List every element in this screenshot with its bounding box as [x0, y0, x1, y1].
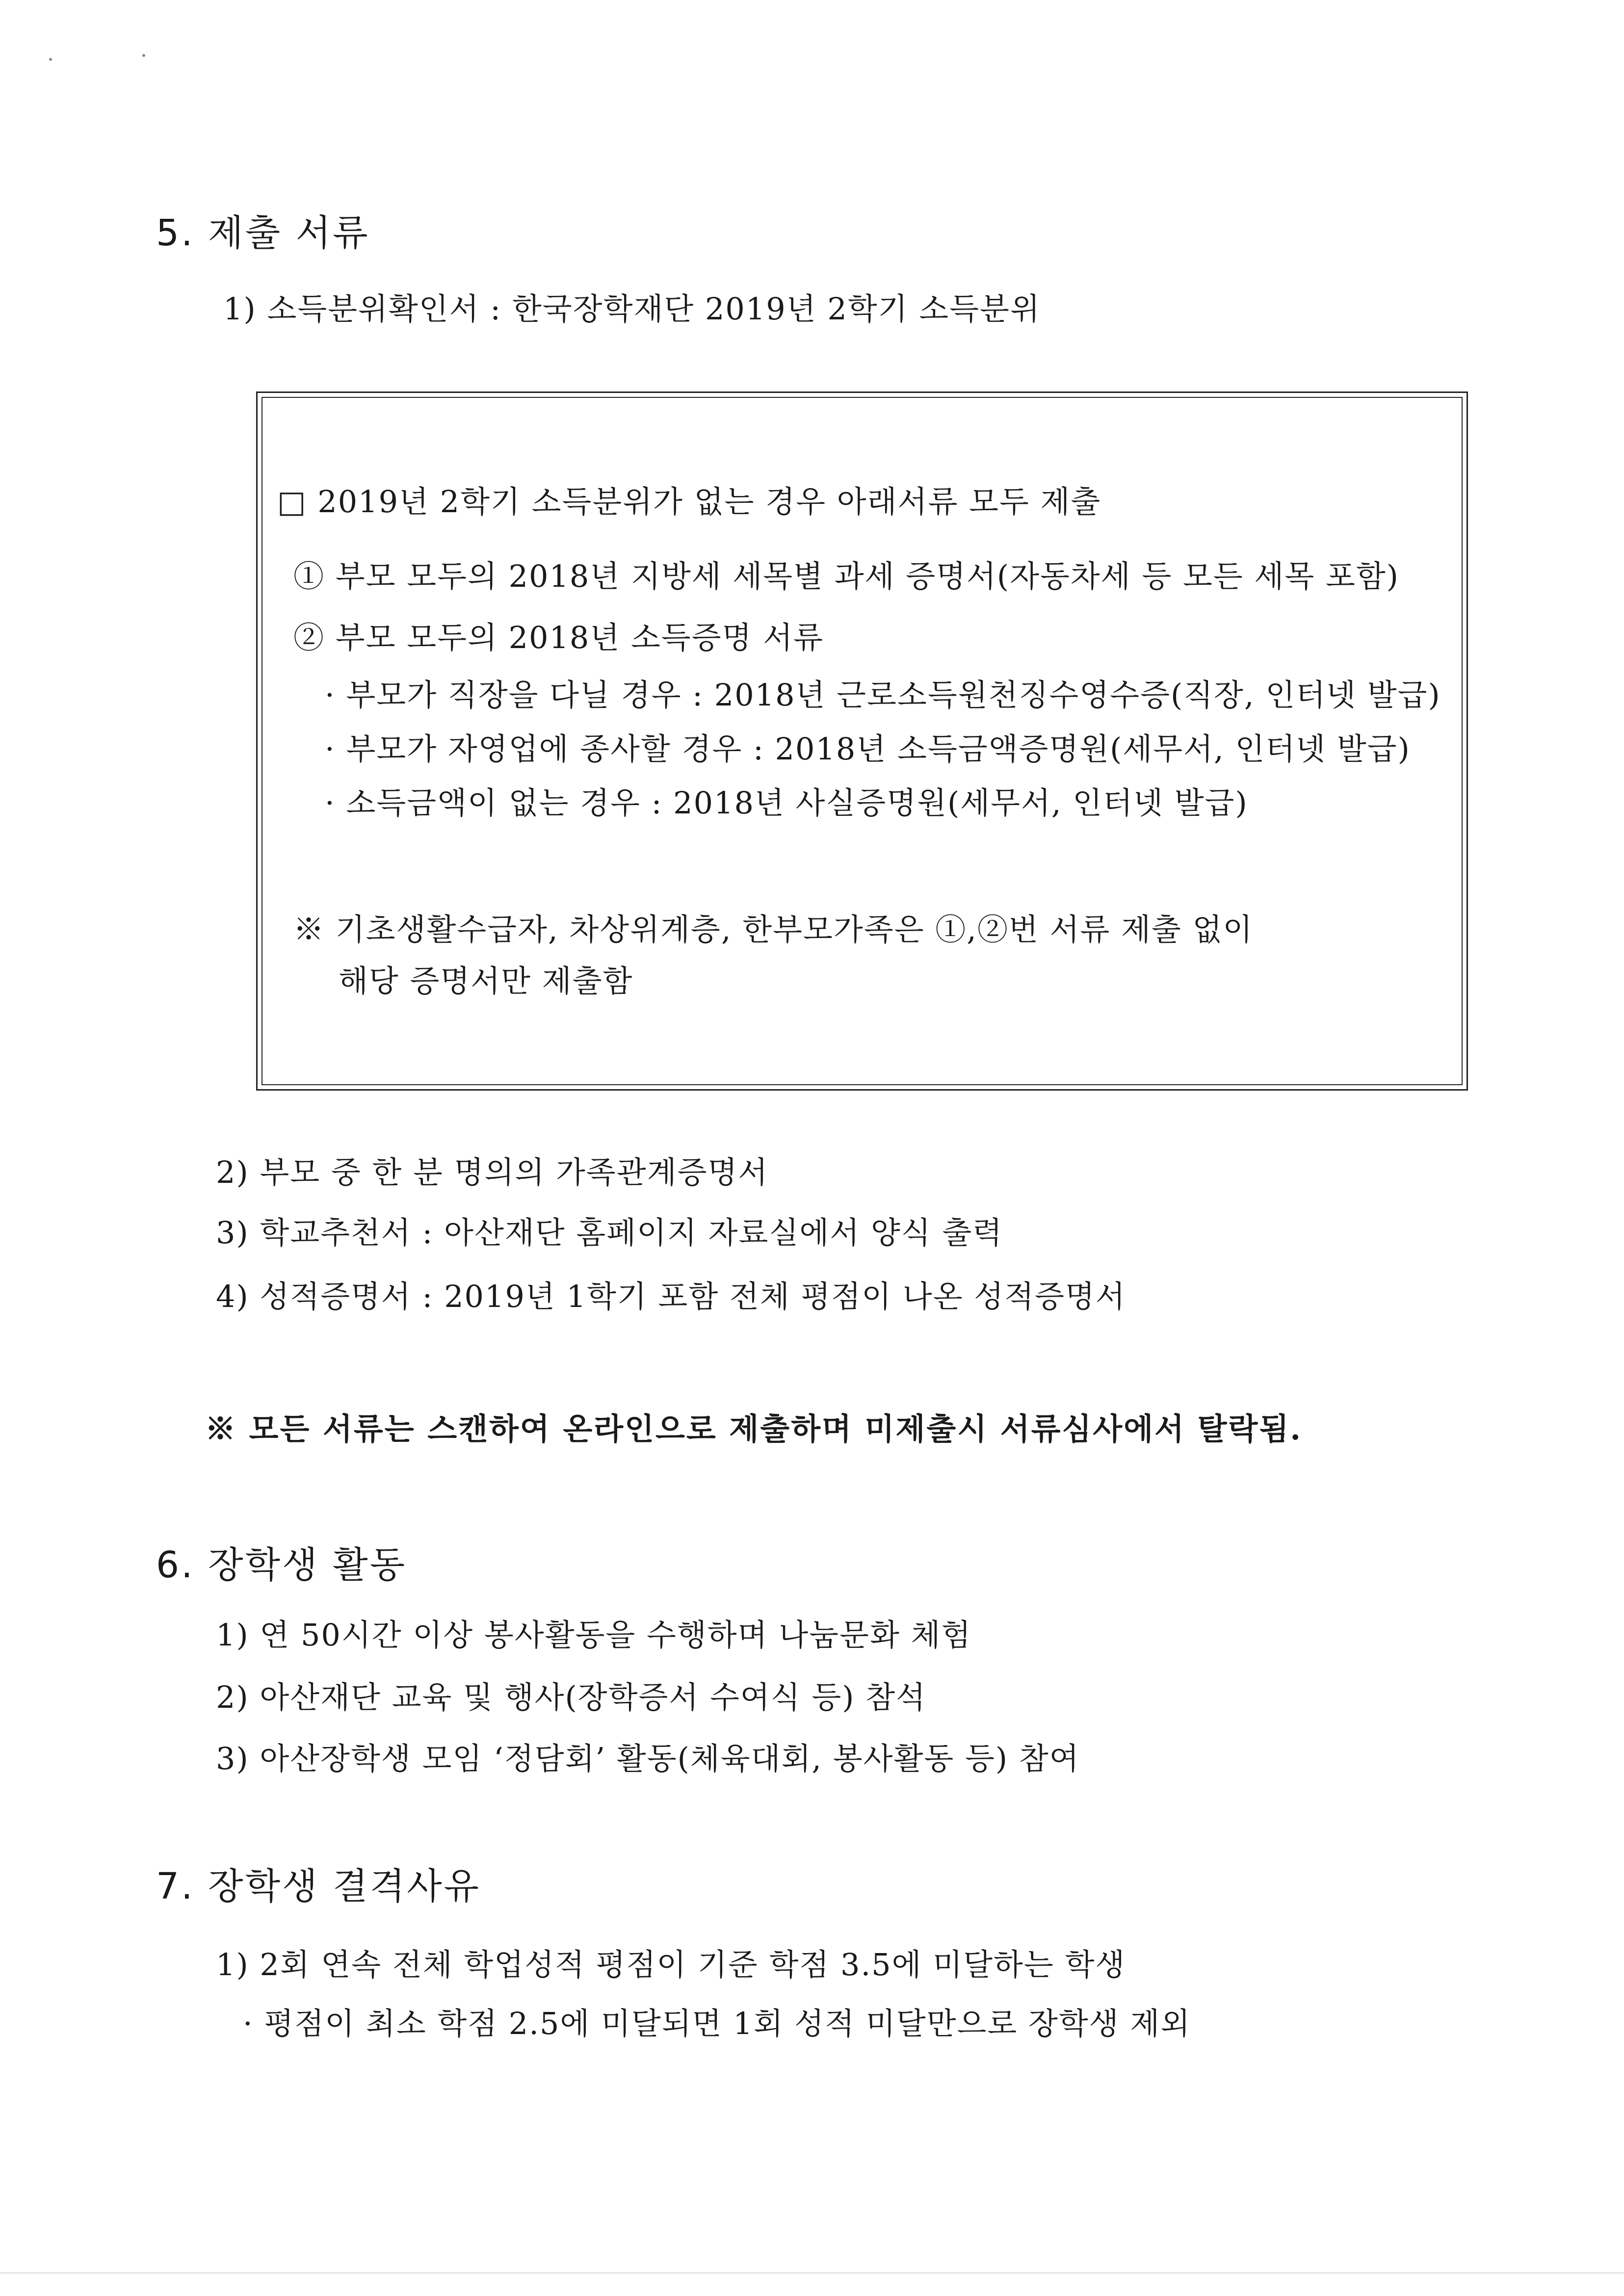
section-5-item-2: 2) 부모 중 한 분 명의의 가족관계증명서: [216, 1154, 769, 1190]
section-6-item-2: 2) 아산재단 교육 및 행사(장학증서 수여식 등) 참석: [216, 1679, 926, 1715]
section-5-heading: 5. 제출 서류: [156, 212, 370, 254]
section-7-bullet-1: · 평점이 최소 학점 2.5에 미달되면 1회 성적 미달만으로 장학생 제외: [243, 2006, 1191, 2041]
section-5-notice: ※ 모든 서류는 스캔하여 온라인으로 제출하며 미제출시 서류심사에서 탈락됨.: [205, 1411, 1302, 1447]
section-5-item-4: 4) 성적증명서 : 2019년 1학기 포함 전체 평점이 나온 성적증명서: [216, 1278, 1126, 1314]
box-bullet-3: · 소득금액이 없는 경우 : 2018년 사실증명원(세무서, 인터넷 발급): [325, 785, 1248, 821]
box-bullet-2: · 부모가 자영업에 종사할 경우 : 2018년 소득금액증명원(세무서, 인터넷 발급): [325, 731, 1411, 767]
section-6-item-1: 1) 연 50시간 이상 봉사활동을 수행하며 나눔문화 체험: [216, 1617, 972, 1653]
scan-speck: [142, 54, 145, 57]
scan-speck: [49, 58, 52, 61]
section-6-heading: 6. 장학생 활동: [156, 1544, 407, 1586]
box-line-1: ① 부모 모두의 2018년 지방세 세목별 과세 증명서(자동차세 등 모든 세목 포함): [293, 558, 1399, 594]
box-bullet-1: · 부모가 직장을 다닐 경우 : 2018년 근로소득원천징수영수증(직장, 인터넷 발급): [325, 677, 1441, 713]
box-note-2: 해당 증명서만 제출함: [339, 963, 633, 999]
section-5-item-3: 3) 학교추천서 : 아산재단 홈페이지 자료실에서 양식 출력: [216, 1215, 1003, 1251]
section-7-heading: 7. 장학생 결격사유: [156, 1865, 481, 1907]
section-5-item-1: 1) 소득분위확인서 : 한국장학재단 2019년 2학기 소득분위: [223, 291, 1041, 327]
box-title: □ 2019년 2학기 소득분위가 없는 경우 아래서류 모두 제출: [277, 484, 1101, 520]
box-line-2: ② 부모 모두의 2018년 소득증명 서류: [293, 620, 824, 655]
box-note-1: ※ 기초생활수급자, 차상위계층, 한부모가족은 ①,②번 서류 제출 없이: [293, 912, 1254, 947]
section-7-item-1: 1) 2회 연속 전체 학업성적 평점이 기준 학점 3.5에 미달하는 학생: [216, 1947, 1126, 1983]
section-6-item-3: 3) 아산장학생 모임 ‘정담회’ 활동(체육대회, 봉사활동 등) 참여: [216, 1741, 1080, 1776]
page-bottom-edge: [0, 2272, 1624, 2273]
